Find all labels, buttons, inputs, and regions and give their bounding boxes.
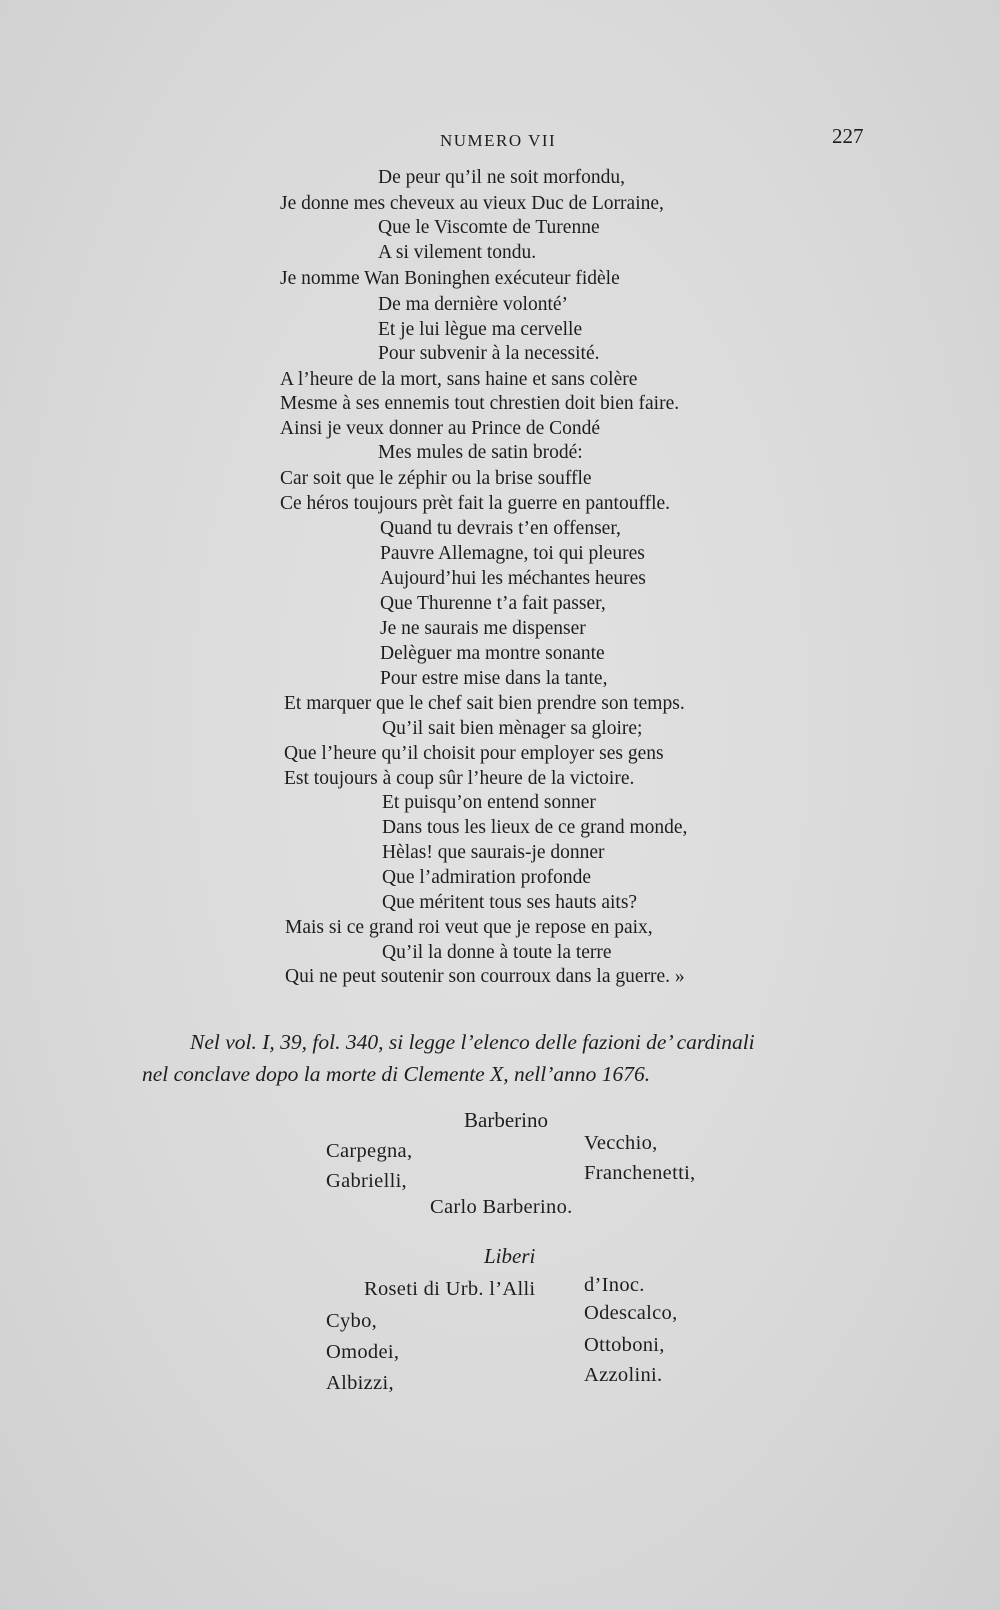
note-line: nel conclave dopo la morte di Clemente X, nell’anno 1676. bbox=[142, 1062, 651, 1086]
poem-line: Est toujours à coup sûr l’heure de la victoire. bbox=[284, 768, 635, 789]
cardinal-name: Albizzi, bbox=[326, 1372, 394, 1394]
poem-line: Mais si ce grand roi veut que je repose en paix, bbox=[285, 917, 653, 938]
poem-line: Qu’il sait bien mènager sa gloire; bbox=[382, 718, 643, 739]
poem-line: De peur qu’il ne soit morfondu, bbox=[378, 167, 625, 188]
poem-line: Hèlas! que saurais-je donner bbox=[382, 842, 605, 863]
poem-line: Dans tous les lieux de ce grand monde, bbox=[382, 817, 688, 838]
cardinal-name: d’Inoc. bbox=[584, 1274, 645, 1296]
poem-line: Aujourd’hui les méchantes heures bbox=[380, 568, 646, 589]
poem-line: Ainsi je veux donner au Prince de Condé bbox=[280, 418, 601, 439]
cardinal-name: Carlo Barberino. bbox=[430, 1196, 573, 1218]
poem-line: Quand tu devrais t’en offenser, bbox=[380, 518, 621, 539]
cardinal-name: Franchenetti, bbox=[584, 1162, 696, 1184]
poem-line: Et puisqu’on entend sonner bbox=[382, 792, 596, 813]
poem-line: A l’heure de la mort, sans haine et sans colère bbox=[280, 369, 638, 390]
poem-line: A si vilement tondu. bbox=[378, 242, 537, 263]
cardinal-name: Vecchio, bbox=[584, 1132, 658, 1154]
poem-line: Car soit que le zéphir ou la brise souffle bbox=[280, 468, 592, 489]
poem-line: Que l’heure qu’il choisit pour employer ses gens bbox=[284, 743, 664, 764]
poem-line: Et je lui lègue ma cervelle bbox=[378, 319, 583, 340]
cardinal-name: Ottoboni, bbox=[584, 1334, 665, 1356]
poem-line: Que Thurenne t’a fait passer, bbox=[380, 593, 606, 614]
poem-line: Je donne mes cheveux au vieux Duc de Lorraine, bbox=[280, 193, 664, 214]
cardinal-name: Carpegna, bbox=[326, 1140, 413, 1162]
poem-line: Mes mules de satin brodé: bbox=[378, 442, 583, 463]
poem-line: Delèguer ma montre sonante bbox=[380, 643, 605, 664]
cardinal-name: Cybo, bbox=[326, 1310, 378, 1332]
poem-line: Mesme à ses ennemis tout chrestien doit bien faire. bbox=[280, 393, 680, 414]
cardinal-name: Odescalco, bbox=[584, 1302, 678, 1324]
poem-line: Qu’il la donne à toute la terre bbox=[382, 942, 612, 963]
faction-heading: Barberino bbox=[464, 1108, 548, 1132]
poem-line: Ce héros toujours prèt fait la guerre en pantouffle. bbox=[280, 493, 671, 514]
poem-line: De ma dernière volonté’ bbox=[378, 294, 569, 315]
cardinal-name: Omodei, bbox=[326, 1341, 400, 1363]
poem-line: Que le Viscomte de Turenne bbox=[378, 217, 600, 238]
running-header: NUMERO VII bbox=[440, 131, 557, 150]
poem-line: Pour estre mise dans la tante, bbox=[380, 668, 608, 689]
poem-line: Pour subvenir à la necessité. bbox=[378, 343, 600, 364]
poem-line: Que méritent tous ses hauts aits? bbox=[382, 892, 638, 913]
cardinal-name: Gabrielli, bbox=[326, 1170, 407, 1192]
poem-line: Et marquer que le chef sait bien prendre son temps. bbox=[284, 693, 685, 714]
note-line: Nel vol. I, 39, fol. 340, si legge l’elenco delle fazioni de’ cardinali bbox=[190, 1030, 755, 1054]
page-number: 227 bbox=[832, 124, 864, 148]
faction-heading: Liberi bbox=[484, 1244, 536, 1268]
cardinal-name: Azzolini. bbox=[584, 1364, 663, 1386]
poem-line: Pauvre Allemagne, toi qui pleures bbox=[380, 543, 645, 564]
poem-line: Qui ne peut soutenir son courroux dans la guerre. » bbox=[285, 966, 685, 987]
poem-line: Je nomme Wan Boninghen exécuteur fidèle bbox=[280, 268, 620, 289]
poem-line: Que l’admiration profonde bbox=[382, 867, 592, 888]
cardinal-name: Roseti di Urb. l’Alli bbox=[364, 1278, 536, 1300]
poem-line: Je ne saurais me dispenser bbox=[380, 618, 586, 639]
